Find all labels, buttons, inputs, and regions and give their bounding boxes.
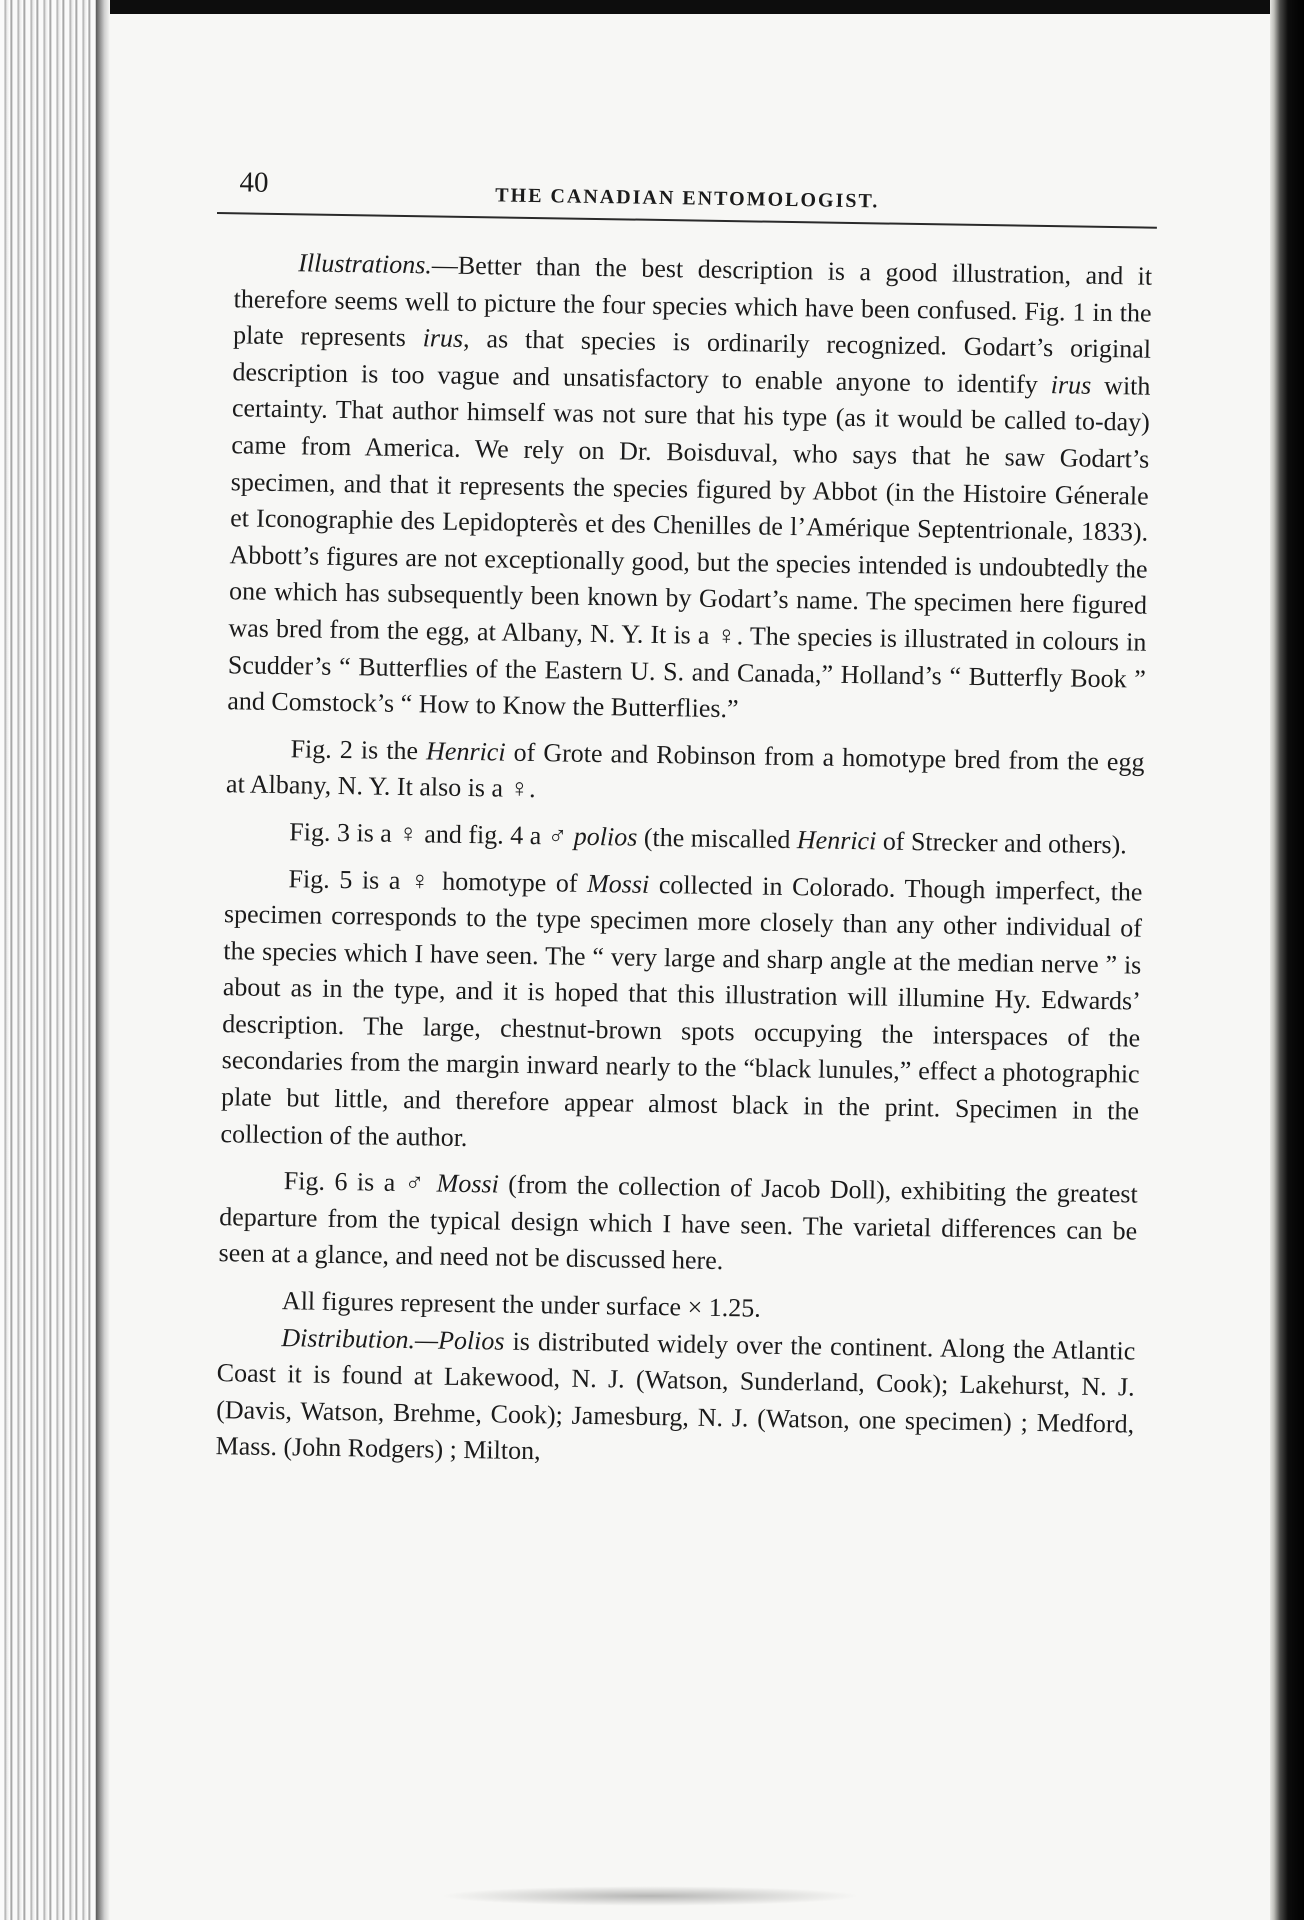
italic-text-run: Distribution.—Polios — [281, 1322, 505, 1356]
text-run: of Strecker and others). — [876, 826, 1128, 860]
text-run: (the miscalled — [637, 822, 798, 855]
book-page — [197, 150, 1158, 1480]
italic-text-run: Illustrations. — [298, 248, 433, 280]
journal-title: THE CANADIAN ENTOMOLOGIST. — [495, 184, 880, 213]
text-run: —Better than the best description is a good illustration, and it therefore seems well to picture the four species which have been confused. Fig. 1 in the plate represents — [232, 250, 1153, 353]
article-body — [197, 214, 1157, 1480]
scan-top-border — [0, 0, 1304, 14]
italic-text-run: irus — [1050, 369, 1092, 400]
text-run: , as that species is ordinarily recognized. Godart’s original description is too vague and unsatisfactory to enable anyone to identify — [232, 324, 1152, 399]
text-run: with certainty. That author himself was not sure that his type (as it would be called to-day) came from America. We rely on Dr. Boisduval, who says that he saw Godart’s specimen, and that it represents the species figured by Abbot (in the Histoire Génerale et Iconographie des Lepidopterès et des Chenilles de l’Amérique Septentrionale, 1833). Abbott’s figures are not exceptionally good, but the species intended is undoubtedly the one which has subsequently been known by Godart’s name. The specimen here figured was bred from the egg, at Albany, N. Y. It is a ♀. The species is illustrated in colours in Scudder’s “ Butterflies of the Eastern U. S. and Canada,” Holland’s “ Butterfly Book ” and Comstock’s “ How to Know the Butterflies.” — [227, 370, 1151, 724]
text-run: is distributed widely over the continent. Along the Atlantic Coast it is found at Lakewood, N. J. (Watson, Sunderland, Cook); Lakehurst, N. J. (Davis, Watson, Brehme, Cook); Jamesburg, N. J. (Watson, one specimen) ; Medford, Mass. (John Rodgers) ; Milton, — [215, 1326, 1136, 1466]
italic-text-run: polios — [573, 821, 638, 852]
italic-text-run: Mossi — [436, 1168, 500, 1199]
italic-text-run: Henrici — [425, 736, 506, 767]
page-number: 40 — [239, 166, 269, 199]
text-run: Fig. 2 is the — [290, 733, 427, 766]
book-gutter-shadow — [96, 0, 110, 1920]
text-run: Fig. 3 is a ♀ and fig. 4 a ♂ — [289, 817, 575, 851]
paragraph-fig-3-4 — [225, 813, 1143, 864]
text-run: of Grote and Robinson from a homotype bred from the egg at Albany, N. Y. It also is a ♀. — [225, 737, 1145, 804]
text-run: (from the collection of Jacob Doll), exhibiting the greatest departure from the typical design which I have seen. The varietal differences can be seen at a glance, and need not be discussed here. — [218, 1169, 1138, 1276]
italic-text-run: Mossi — [586, 868, 650, 899]
text-run: Fig. 6 is a ♂ — [283, 1166, 437, 1198]
paragraph-fig-5 — [220, 860, 1142, 1167]
text-run: Fig. 5 is a ♀ homotype of — [288, 863, 588, 898]
paragraph-illustrations — [227, 244, 1152, 734]
page-stack-edge — [0, 0, 96, 1920]
italic-text-run: irus — [422, 323, 464, 354]
paragraph-distribution — [215, 1319, 1135, 1480]
bleed-through-smudge — [440, 1886, 860, 1906]
text-run: collected in Colorado. Though imperfect, the specimen corresponds to the type specimen more closely than any other individual of the species which I have seen. The “ very large and sharp angle at the median nerve ” is about as in the type, and it is hoped that this illustration will illumine Hy. Edwards’ description. The large, chestnut-brown spots occupying the interspaces of the secondaries from the margin inward nearly to the “black lunules,” effect a photographic plate but little, and therefore appear almost black in the print. Specimen in the collection of the author. — [220, 869, 1143, 1152]
paragraph-fig-6 — [218, 1162, 1138, 1286]
paragraph-fig-2 — [226, 730, 1145, 818]
italic-text-run: Henrici — [796, 825, 877, 856]
text-run: All figures represent the under surface × 1.25. — [281, 1286, 761, 1323]
scan-right-border — [1270, 0, 1304, 1920]
